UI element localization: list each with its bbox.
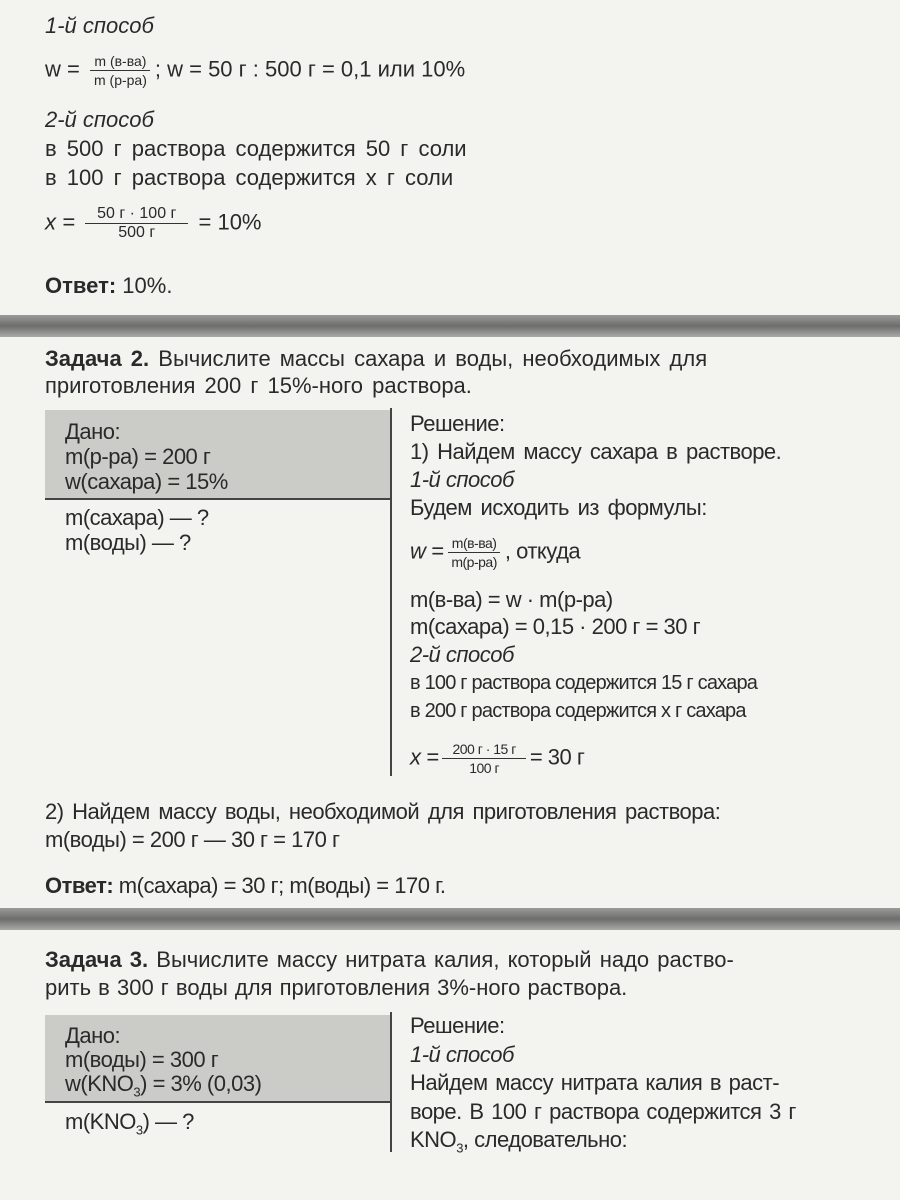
text-line: в 500 г раствора содержится 50 г соли — [45, 136, 467, 161]
numerator: m (в-ва) — [90, 52, 150, 71]
task-text: рить в 300 г воды для приготовления 3%-ного раствора. — [45, 975, 628, 1000]
find-item: m(воды) — ? — [65, 530, 191, 555]
step: 1) Найдем массу сахара в растворе. — [410, 439, 782, 464]
section-divider — [0, 908, 900, 930]
task-statement — [45, 345, 707, 373]
formula-rhs: = 30 г — [529, 744, 585, 770]
method-label: 2-й способ — [45, 107, 154, 132]
denominator: m(р-ра) — [451, 554, 497, 570]
divider — [390, 408, 392, 776]
answer-value: 10%. — [122, 273, 173, 298]
find-item — [65, 1108, 194, 1144]
numerator: 200 г · 15 г — [442, 740, 525, 759]
formula-x — [410, 740, 584, 777]
task-statement — [45, 946, 734, 974]
task-title: Задача 3. — [45, 947, 149, 972]
text-line: в 100 г раствора содержится x г соли — [45, 165, 454, 190]
method-label: 1-й способ — [45, 13, 154, 38]
subscript: 3 — [133, 1084, 141, 1100]
text: KNO — [410, 1127, 457, 1152]
text: ) = 3% (0,03) — [140, 1071, 262, 1096]
numerator: 50 г · 100 г — [85, 205, 188, 224]
divider — [390, 1012, 392, 1152]
text-line: Будем исходить из формулы: — [410, 495, 707, 520]
text-line: Найдем массу нитрата калия в раст- — [410, 1070, 780, 1095]
divider — [45, 498, 390, 500]
text: ) — ? — [142, 1109, 194, 1134]
formula-lhs: w = — [45, 56, 80, 82]
answer — [45, 872, 446, 900]
formula-mass-fraction — [45, 52, 465, 89]
given-item: m(воды) = 300 г — [65, 1047, 219, 1072]
task-text: приготовления 200 г 15%-ного раствора. — [45, 373, 472, 398]
section-divider — [0, 315, 900, 337]
text-line: в 100 г раствора содержится 15 г сахара — [410, 672, 758, 694]
text-line: в 200 г раствора содержится x г сахара — [410, 700, 746, 722]
fraction — [447, 534, 501, 571]
text-line: воре. В 100 г раствора содержится 3 г — [410, 1099, 796, 1124]
fraction — [85, 205, 188, 242]
denominator: 500 г — [118, 224, 156, 241]
fraction — [442, 740, 525, 777]
given-label: Дано: — [65, 419, 121, 444]
answer-label: Ответ: — [45, 873, 114, 898]
given-item: w(сахара) = 15% — [65, 469, 228, 494]
step: 2) Найдем массу воды, необходимой для приготовления раствора: — [45, 799, 721, 824]
formula-rest: ; w = 50 г : 500 г = 0,1 или 10% — [154, 56, 466, 82]
text: w(KNO — [65, 1071, 134, 1096]
formula-mass-fraction — [410, 534, 580, 571]
equation: m(сахара) = 0,15 · 200 г = 30 г — [410, 614, 701, 639]
formula-rest: , откуда — [504, 538, 581, 564]
formula-x — [45, 205, 262, 242]
formula-lhs: w = — [410, 538, 444, 564]
given-item — [65, 1070, 261, 1106]
equation: m(воды) = 200 г — 30 г = 170 г — [45, 827, 340, 852]
text-line — [410, 1126, 627, 1162]
fraction — [90, 52, 151, 89]
subscript: 3 — [135, 1122, 143, 1138]
denominator: m (р-ра) — [93, 72, 147, 88]
answer — [45, 272, 172, 300]
equation: m(в-ва) = w · m(р-ра) — [410, 587, 613, 612]
formula-lhs: x = — [410, 744, 439, 770]
answer-value: m(сахара) = 30 г; m(воды) = 170 г. — [118, 873, 446, 898]
formula-lhs: x = — [45, 209, 75, 235]
text: , следовательно: — [462, 1127, 628, 1152]
method-label: 1-й способ — [410, 467, 514, 492]
method-label: 1-й способ — [410, 1042, 514, 1067]
answer-label: Ответ: — [45, 273, 117, 298]
text: m(KNO — [65, 1109, 136, 1134]
given-item: m(р-ра) = 200 г — [65, 444, 211, 469]
given-label: Дано: — [65, 1023, 121, 1048]
task-title: Задача 2. — [45, 346, 150, 371]
task-text: Вычислите массу нитрата калия, который надо раство- — [156, 947, 734, 972]
solution-label: Решение: — [410, 1013, 505, 1038]
task-text: Вычислите массы сахара и воды, необходимых для — [158, 346, 708, 371]
method-label: 2-й способ — [410, 642, 514, 667]
denominator: 100 г — [469, 760, 500, 776]
numerator: m(в-ва) — [448, 534, 501, 553]
solution-label: Решение: — [410, 411, 505, 436]
subscript: 3 — [456, 1140, 463, 1156]
formula-rhs: = 10% — [198, 209, 262, 235]
find-item: m(сахара) — ? — [65, 505, 209, 530]
